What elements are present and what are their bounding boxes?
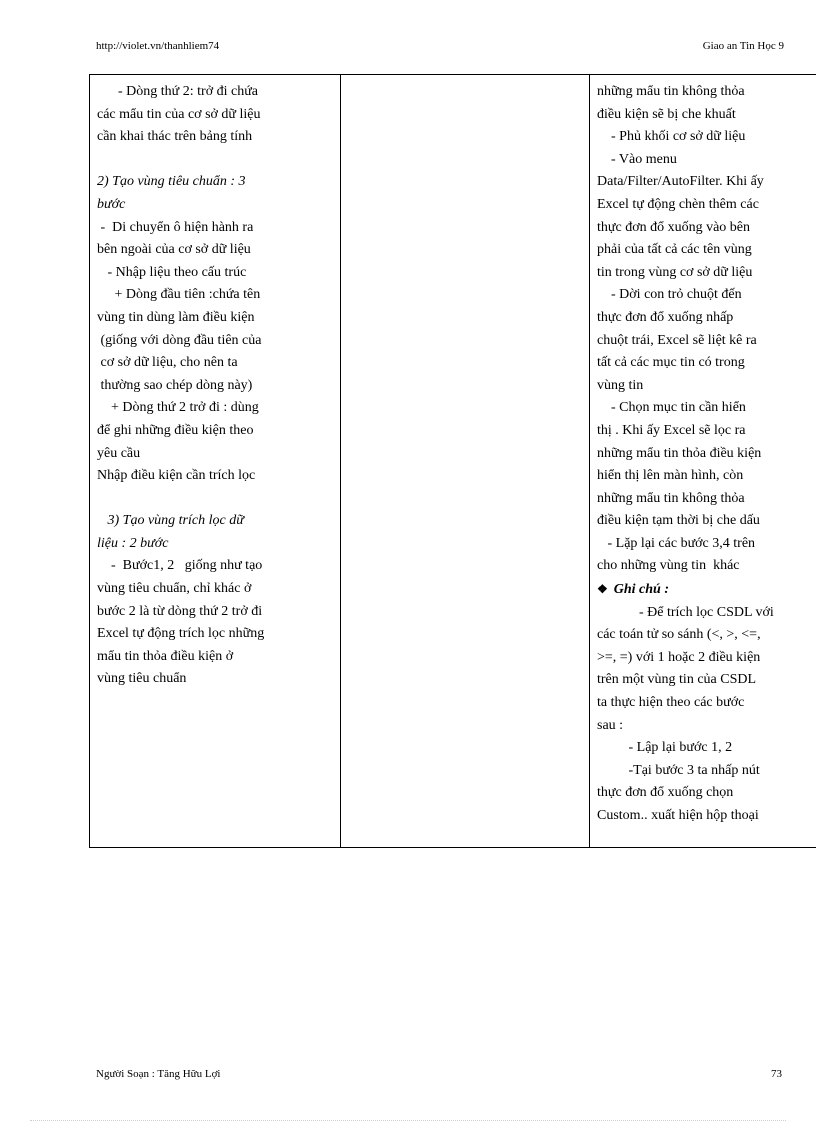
text-line: thực đơn đổ xuống chọn (597, 785, 734, 801)
text-line: - Lặp lại các bước 3,4 trên (597, 535, 756, 551)
header-url: http://violet.vn/thanhliem74 (96, 40, 220, 52)
content-table (89, 74, 816, 848)
text-line: bước 2 là từ dòng thứ 2 trở đi (97, 603, 263, 619)
page-bottom-divider (30, 1120, 786, 1121)
text-line: thực đơn đổ xuống vào bên (597, 219, 751, 235)
text-line: vùng tiêu chuẩn, chỉ khác ở (97, 581, 252, 597)
text-line: điều kiện tạm thời bị che dấu (597, 513, 760, 529)
text-line: Nhập điều kiện cần trích lọc (97, 468, 256, 484)
text-line: để ghi những điều kiện theo (97, 422, 254, 438)
text-line: tất cả các mục tin có trong (597, 355, 745, 371)
text-line: hiển thị lên màn hình, còn (597, 468, 744, 484)
page-number: 73 (771, 1068, 782, 1080)
diamond-bullet-icon: ❖ (597, 582, 608, 597)
text-line: thực đơn đổ xuống nhấp (597, 309, 734, 325)
column-right (590, 75, 816, 848)
column-middle-empty (341, 75, 590, 848)
text-line: vùng tiêu chuẩn (97, 671, 187, 687)
text-line: trên một vùng tin của CSDL (597, 672, 757, 688)
text-line: + Dòng đầu tiên :chứa tên (97, 287, 261, 303)
section-heading-3-cont: liệu : 2 bước (97, 535, 169, 551)
blank-line (97, 149, 335, 172)
text-line: vùng tin dùng làm điều kiện (97, 309, 255, 325)
text-line: chuột trái, Excel sẽ liệt kê ra (597, 332, 757, 348)
text-line: ta thực hiện theo các bước (597, 695, 745, 711)
text-line: vùng tin (597, 377, 644, 393)
text-line: cơ sở dữ liệu, cho nên ta (97, 355, 238, 371)
text-line: - Dòng thứ 2: trở đi chứa (97, 84, 258, 99)
text-line: (giống với dòng đầu tiên của (97, 332, 262, 348)
text-line: - Nhập liệu theo cấu trúc (97, 264, 247, 280)
text-line: những mẩu tin thỏa điều kiện (597, 445, 762, 461)
note-heading (597, 578, 816, 602)
text-line: cần khai thác trên bảng tính (97, 129, 253, 145)
text-line: - Lập lại bước 1, 2 (597, 740, 733, 756)
text-line: + Dòng thứ 2 trở đi : dùng (97, 400, 259, 416)
text-line: >=, =) với 1 hoặc 2 điều kiện (597, 649, 761, 665)
text-line: bên ngoài của cơ sở dữ liệu (97, 242, 251, 258)
text-line: - Bước1, 2 giống như tạo (97, 558, 263, 574)
text-line: Custom.. xuất hiện hộp thoại (597, 808, 759, 823)
text-line: thị . Khi ấy Excel sẽ lọc ra (597, 422, 746, 438)
text-line: những mẩu tin không thỏa (597, 490, 745, 506)
table-row (90, 75, 816, 848)
note-heading-label: Ghi chú : (613, 582, 669, 598)
section-heading-2-cont: bước (97, 196, 126, 212)
text-line: điều kiện sẽ bị che khuất (597, 106, 736, 122)
text-line: phải của tất cả các tên vùng (597, 242, 752, 258)
column-left (90, 75, 341, 848)
text-line: các toán tử so sánh (<, >, <=, (597, 627, 761, 643)
text-line: yêu cầu (97, 445, 141, 461)
section-heading-3: 3) Tạo vùng trích lọc dữ (97, 513, 244, 529)
text-line: - Dời con trỏ chuột đến (597, 287, 742, 303)
text-line: thường sao chép dòng này) (97, 377, 253, 393)
text-line: những mẩu tin không thỏa (597, 84, 745, 99)
text-line: - Vào menu (597, 151, 677, 167)
section-heading-2: 2) Tạo vùng tiêu chuẩn : 3 (97, 174, 246, 190)
text-line: - Chọn mục tin cần hiển (597, 400, 746, 416)
text-line: - Phủ khối cơ sở dữ liệu (597, 129, 746, 145)
text-line: Excel tự động trích lọc những (97, 626, 265, 642)
text-line: cho những vùng tin khác (597, 558, 740, 574)
text-line: các mẩu tin của cơ sở dữ liệu (97, 106, 261, 122)
text-line: sau : (597, 717, 624, 733)
text-line: Excel tự động chèn thêm các (597, 196, 759, 212)
text-line: - Để trích lọc CSDL với (597, 604, 774, 620)
footer-author: Người Soạn : Tăng Hữu Lợi (96, 1068, 221, 1080)
text-line: Data/Filter/AutoFilter. Khi ấy (597, 174, 764, 190)
header-title: Giao an Tin Học 9 (702, 40, 784, 52)
text-line: -Tại bước 3 ta nhấp nút (597, 762, 760, 778)
text-line: tin trong vùng cơ sở dữ liệu (597, 264, 753, 280)
blank-line (97, 488, 335, 511)
text-line: - Di chuyển ô hiện hành ra (97, 219, 254, 235)
text-line: mẩu tin thỏa điều kiện ở (97, 648, 234, 664)
